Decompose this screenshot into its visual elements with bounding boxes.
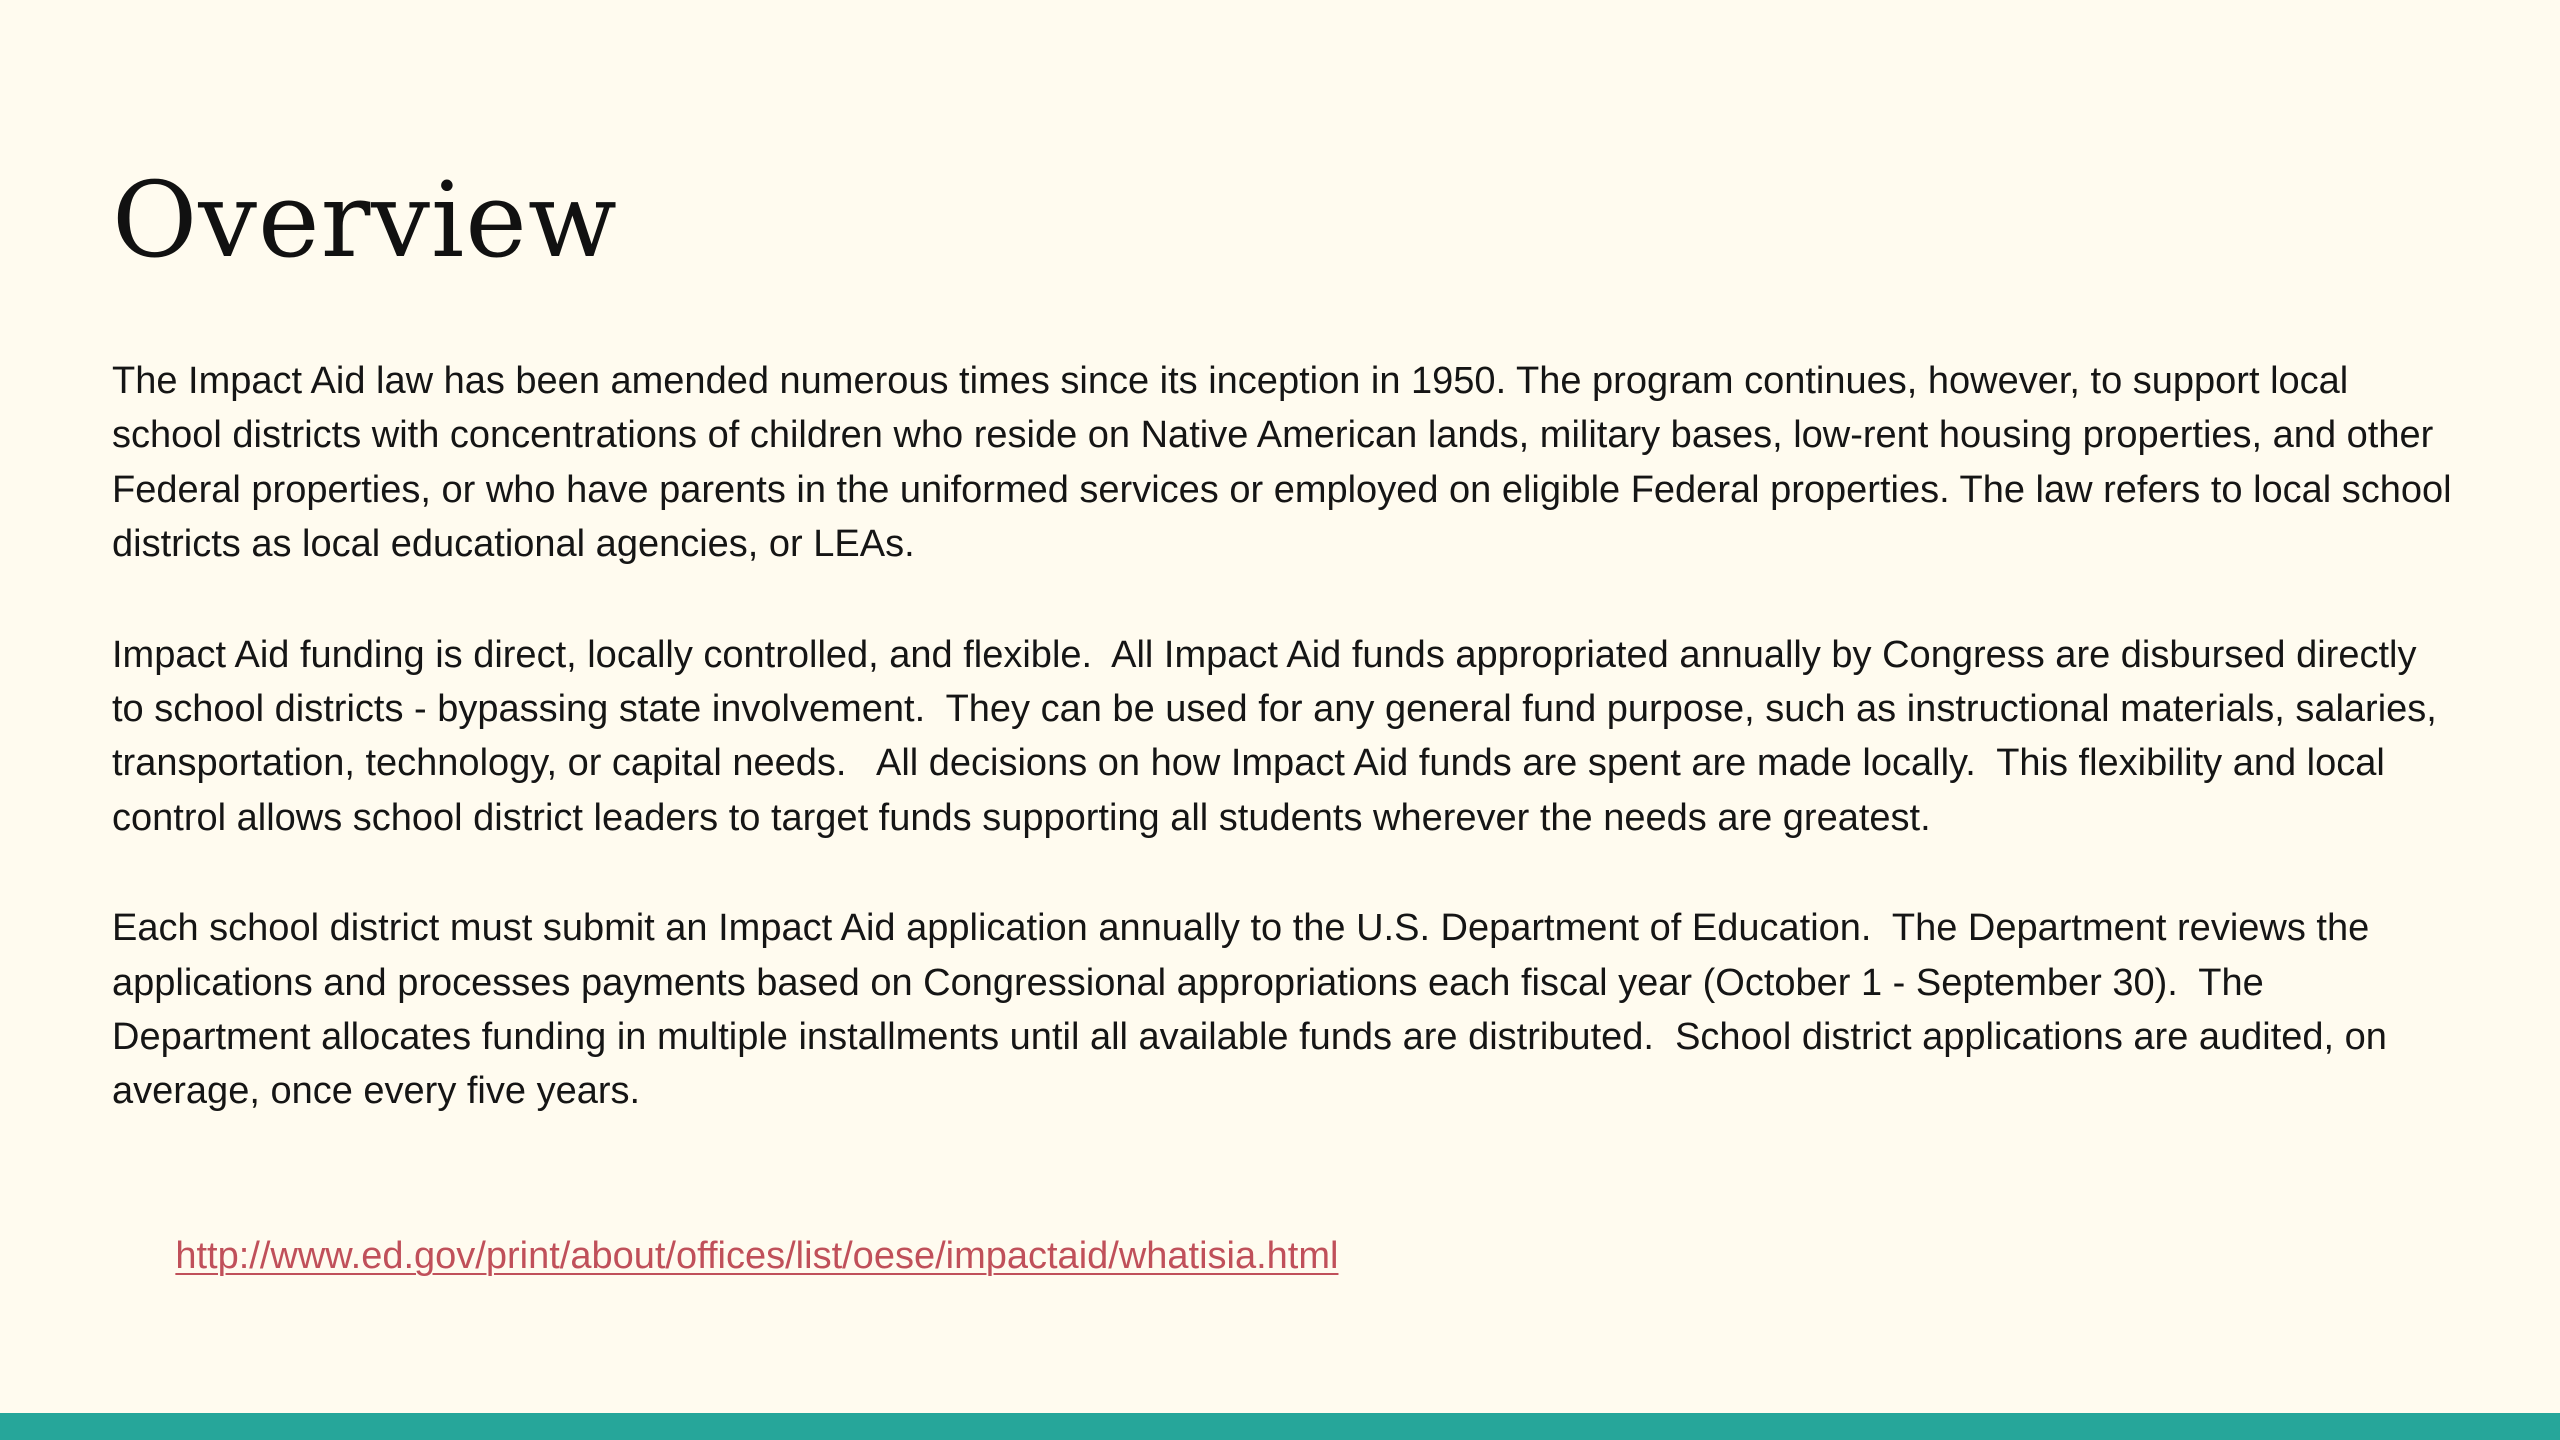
slide-title: Overview	[112, 159, 618, 281]
slide-body	[112, 354, 2463, 1338]
paragraph-impact-aid-law: The Impact Aid law has been amended numerous times since its inception in 1950. The program continues, however, to support local school districts with concentrations of children who reside on Native American lands, military bases, low-rent housing properties, and other Federal properties, or who have parents in the uniformed services or employed on eligible Federal properties. The law refers to local school districts as local educational agencies, or LEAs.	[112, 360, 2463, 566]
footer-accent-bar	[0, 1413, 2560, 1440]
paragraph-application-process: Each school district must submit an Impact Aid application annually to the U.S. Department of Education. The Department reviews the applications and processes payments based on Congressional appropriations each fiscal year (October 1 - September 30). The Department allocates funding in multiple installments until all available funds are distributed. School district applications are audited, on average, once every five years.	[112, 907, 2398, 1113]
link-paragraph	[112, 1175, 2452, 1338]
paragraph-funding-flexibility: Impact Aid funding is direct, locally controlled, and flexible. All Impact Aid funds appropriated annually by Congress are disbursed directly to school districts - bypassing state involvement. They can be used for any general fund purpose, such as instructional materials, salaries, transportation, technology, or capital needs. All decisions on how Impact Aid funds are spent are made locally. This flexibility and local control allows school district leaders to target funds supporting all students wherever the needs are greatest.	[112, 633, 2448, 839]
source-link[interactable]: http://www.ed.gov/print/about/offices/list/oese/impactaid/whatisia.html	[175, 1235, 1339, 1278]
